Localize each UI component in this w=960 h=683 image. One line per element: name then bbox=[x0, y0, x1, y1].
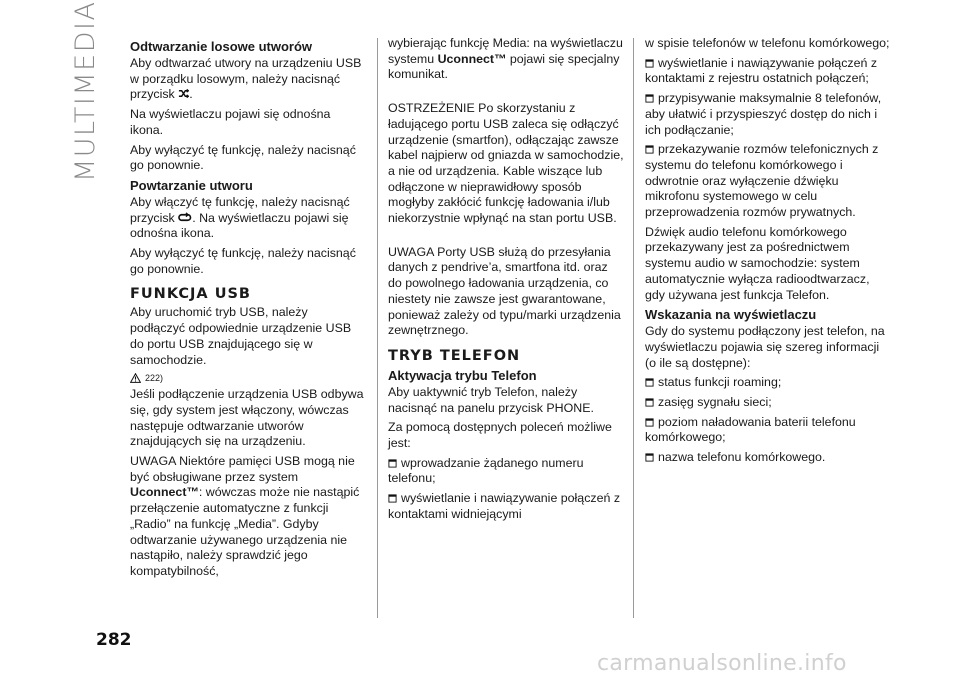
list-item: przypisywanie maksymalnie 8 telefonów, aby ułatwić i przyspieszyć dostęp do nich i ich podłączanie; bbox=[645, 91, 882, 137]
list-item: wyświetlanie i nawiązywanie połączeń z kontaktami widniejącymi bbox=[388, 491, 621, 521]
checkbox-bullet-icon bbox=[388, 494, 397, 503]
heading-phone-mode: TRYB TELEFON bbox=[388, 347, 521, 364]
brand-name: Uconnect™ bbox=[437, 51, 507, 66]
checkbox-bullet-icon bbox=[645, 418, 654, 427]
page-number: 282 bbox=[96, 630, 132, 650]
heading-display-indications: Wskazania na wyświetlaczu bbox=[645, 307, 817, 323]
column-2 bbox=[388, 36, 624, 527]
checkbox-bullet-icon bbox=[388, 459, 397, 468]
paragraph: Za pomocą dostępnych poleceń możliwe jest: bbox=[388, 420, 612, 451]
paragraph: OSTRZEŻENIE Po skorzystaniu z ładującego portu USB zaleca się odłączyć urządzenie (smartfon), odłączając zawsze kabel najpierw od gniazda w samochodzie, a nie od urządzenia. Kable wiszące lub odłączone w nieprawidłowy sposób mogłyby zakłócić funkcję ładowania i/lub niekorzystnie wpłynąć na stan portu USB. bbox=[388, 101, 624, 226]
paragraph: Aby uruchomić tryb USB, należy podłączyć odpowiednie urządzenie USB do portu USB znajdującego się w samochodzie. bbox=[130, 305, 352, 367]
section-side-title: MULTIMEDIA bbox=[70, 0, 101, 182]
paragraph: Aby włączyć tę funkcję, należy nacisnąć przycisk . Na wyświetlaczu pojawi się odnośna ikona. bbox=[130, 194, 350, 241]
paragraph: w spisie telefonów w telefonu komórkowego; bbox=[645, 36, 890, 50]
list-item: wyświetlanie i nawiązywanie połączeń z kontaktami z rejestru ostatnich połączeń; bbox=[645, 55, 878, 86]
checkbox-bullet-icon bbox=[645, 453, 654, 462]
checkbox-bullet-icon bbox=[645, 145, 654, 154]
checkbox-bullet-icon bbox=[645, 398, 654, 407]
column-1 bbox=[130, 36, 366, 584]
brand-name: Uconnect™ bbox=[130, 485, 199, 500]
paragraph: UWAGA Porty USB służą do przesyłania danych z pendrive’a, smartfona itd. oraz do powolnego ładowania urządzenia, co niestety nie zawsze jest gwarantowane, ponieważ zależy od typu/marki urządzenia zewnętrznego. bbox=[388, 244, 621, 338]
heading-repeat-track: Powtarzanie utworu bbox=[130, 177, 253, 193]
list-item: status funkcji roaming; bbox=[645, 375, 890, 391]
column-3 bbox=[645, 36, 890, 470]
paragraph: Dźwięk audio telefonu komórkowego przekazywany jest za pośrednictwem systemu audio w samochodzie: system automatycznie wyłącza radioodtwarzacz, gdy używana jest funkcja Telefon. bbox=[645, 224, 870, 302]
list-item: poziom naładowania baterii telefonu komórkowego; bbox=[645, 414, 856, 445]
checkbox-bullet-icon bbox=[645, 94, 654, 103]
column-divider bbox=[633, 38, 634, 618]
paragraph: Gdy do systemu podłączony jest telefon, na wyświetlaczu pojawia się szereg informacji (o ile są dostępne): bbox=[645, 324, 885, 370]
column-divider bbox=[377, 38, 378, 618]
paragraph: Aby odtwarzać utwory na urządzeniu USB w porządku losowym, należy nacisnąć przycisk . bbox=[130, 56, 362, 102]
repeat-icon bbox=[178, 212, 192, 223]
paragraph: wybierając funkcję Media: na wyświetlaczu systemu Uconnect™ pojawi się specjalny komunikat. bbox=[388, 36, 623, 82]
checkbox-bullet-icon bbox=[645, 59, 654, 68]
warning-triangle-icon bbox=[130, 373, 141, 383]
heading-usb-function: FUNKCJA USB bbox=[130, 286, 251, 303]
list-item: wprowadzanie żądanego numeru telefonu; bbox=[388, 455, 584, 486]
paragraph: Aby uaktywnić tryb Telefon, należy nacisnąć na panelu przycisk PHONE. bbox=[388, 384, 594, 415]
list-item: zasięg sygnału sieci; bbox=[645, 395, 890, 411]
heading-random-playback: Odtwarzanie losowe utworów bbox=[130, 39, 313, 54]
paragraph: UWAGA Niektóre pamięci USB mogą nie być obsługiwane przez system Uconnect™: wówczas może nie nastąpić przełączenie automatyczne z funkcji „Radio” na funkcję „Media”. Gdyby odtwarzanie używanego urządzenia nie nastąpiło, należy sprawdzić jego kompatybilność, bbox=[130, 454, 360, 578]
paragraph: Aby wyłączyć tę funkcję, należy nacisnąć go ponownie. bbox=[130, 246, 356, 276]
heading-phone-activation: Aktywacja trybu Telefon bbox=[388, 367, 537, 383]
list-item: przekazywanie rozmów telefonicznych z systemu do telefonu komórkowego i odwrotnie oraz wyłączenie dźwięku mikrofonu systemowego w celu przeprowadzenia rozmów prywatnych. bbox=[645, 142, 879, 220]
paragraph: Na wyświetlaczu pojawi się odnośna ikona. bbox=[130, 107, 331, 137]
paragraph: Aby wyłączyć tę funkcję, należy nacisnąć go ponownie. bbox=[130, 142, 356, 173]
shuffle-icon bbox=[178, 88, 189, 99]
list-item: nazwa telefonu komórkowego. bbox=[645, 450, 890, 466]
watermark: carmanualsonline.info bbox=[597, 651, 847, 676]
paragraph: Jeśli podłączenie urządzenia USB odbywa się, gdy system jest włączony, wówczas następuje odtwarzanie utworów znajdujących się na urządzeniu. bbox=[130, 387, 364, 449]
warning-reference: 222) bbox=[130, 372, 366, 384]
checkbox-bullet-icon bbox=[645, 378, 654, 387]
